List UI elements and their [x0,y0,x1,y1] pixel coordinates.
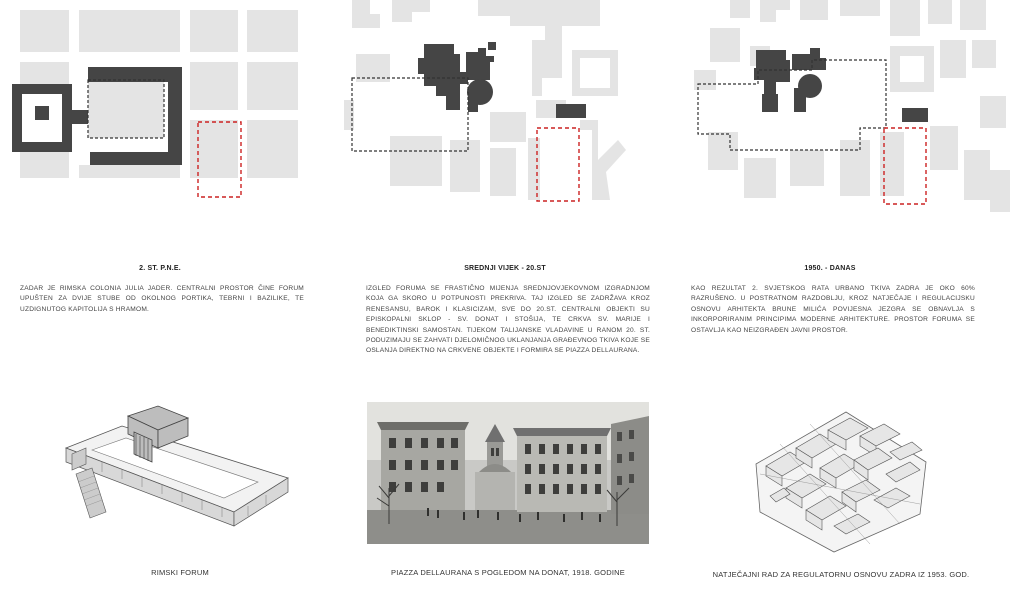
zadar-1953-axonometric-model-icon [750,404,932,554]
roman-forum-caption: RIMSKI FORUM [151,568,209,577]
column-text-medieval: IZGLED FORUMA SE FRASTIČNO MIJENJA SREDNJOVJEKOVNOM IZGRADNJOM KOJA GA SKORO U POTPUNOSTI PREKRIVA. TAJ IZGLED SE ZADRŽAVA KROZ RENESANSU, BAROK I KLASICIZAM, SVE DO 20.ST. CENTRALNI OBJEKTI SU EPISKOPALNI SKLOP - SV. DONAT I STOŠIJA, TE CRKVA SV. MARIJE I BENEDIKTINSKI SAMOSTAN. TIJEKOM TALIJANSKE VLADAVINE U RANOM 20. ST. PODUZIMAJU SE ZAHVATI DJELOMIČNOG UKLANJANJA GRAĐEVNOG TKIVA KOJE SE OSLANJA DIREKTNO NA CRKVENE OBJEKTE I FORMIRA SE PIAZZA DELLAURANA. [366,285,650,355]
modern-city-plan-icon [690,0,1024,215]
column-heading-modern: 1950. - DANAS [804,265,856,272]
plan-modern [690,0,1024,215]
roman-forum-image [62,404,298,546]
piazza-dellaurana-image [367,402,649,544]
competition-model-caption: NATJEČAJNI RAD ZA REGULATORNU OSNOVU ZADRA IZ 1953. GOD. [712,570,970,579]
piazza-dellaurana-caption: PIAZZA DELLAURANA S POGLEDOM NA DONAT, 1918. GODINE [391,568,625,577]
medieval-city-plan-icon [340,0,670,215]
plan-medieval [340,0,670,215]
column-heading-medieval: SREDNJI VIJEK - 20.ST [464,265,546,272]
plan-roman [0,0,320,215]
column-text-roman: ZADAR JE RIMSKA COLONIA JULIA JADER. CENTRALNI PROSTOR ČINE FORUM UPUŠTEN ZA DVIJE STUBE OD OKOLNOG PORTIKA, TEBRNI I BAZILIKE, TE UZDIGNUTOG KAPITOLIJA S HRAMOM. [20,285,304,313]
roman-forum-plan-icon [0,0,320,215]
column-heading-roman: 2. ST. P.N.E. [139,265,181,272]
roman-forum-axonometric-drawing-icon [62,404,298,546]
piazza-dellaurana-historic-photo-icon [367,402,649,544]
column-text-modern: KAO REZULTAT 2. SVJETSKOG RATA URBANO TKIVA ZADRA JE OKO 60% RAZRUŠENO. U POSTRATNOM RAZDOBLJU, KROZ NATJEČAJE I REGULACIJSKU OSNOVU ARHITEKTA BRUNE MILIĆA POVIJESNA JEZGRA SE OBNAVLJA S INKORPORIRANIM PRINCIPIMA MODERNE ARHITEKTURE. PROSTOR FORUMA SE OSTAVLJA KAO NEIZGRAĐEN JAVNI PROSTOR. [691,285,975,334]
competition-model-image [750,404,932,554]
